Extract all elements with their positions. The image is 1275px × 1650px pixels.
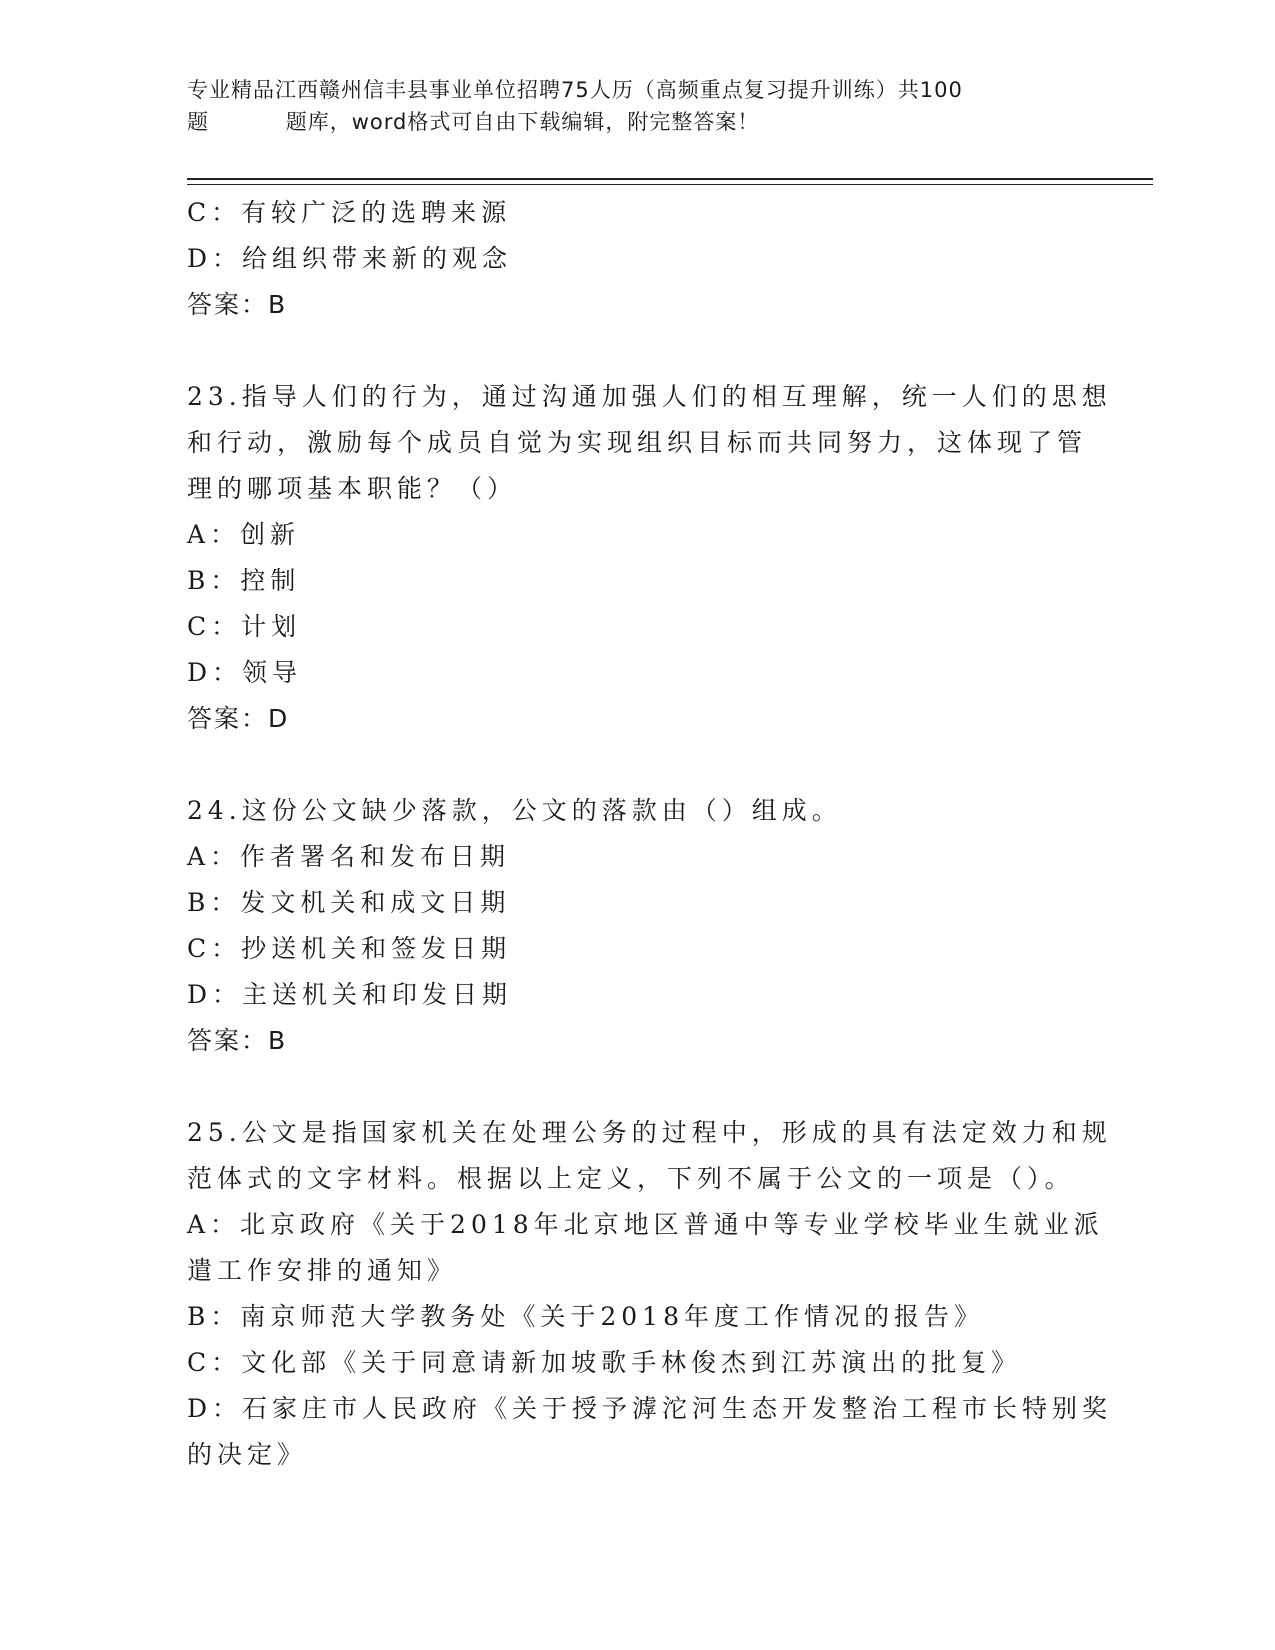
option-c: C：计划 bbox=[187, 612, 302, 641]
option-d: D：石家庄市人民政府《关于授予滹沱河生态开发整治工程市长特别奖 bbox=[187, 1394, 1113, 1423]
spacer bbox=[187, 1064, 1087, 1110]
header-rule-thick bbox=[187, 178, 1153, 180]
option-a-continued: 遣工作安排的通知》 bbox=[187, 1256, 458, 1285]
spacer bbox=[187, 742, 1087, 788]
question-23-stem: 和行动，激励每个成员自觉为实现组织目标而共同努力，这体现了管 bbox=[187, 428, 1088, 457]
option-b: B：南京师范大学教务处《关于2018年度工作情况的报告》 bbox=[187, 1302, 984, 1331]
answer: 答案：B bbox=[187, 290, 288, 319]
question-25-stem: 25.公文是指国家机关在处理公务的过程中，形成的具有法定效力和规 bbox=[187, 1118, 1112, 1147]
option-d: D：给组织带来新的观念 bbox=[187, 244, 513, 273]
answer: 答案：B bbox=[187, 1026, 288, 1055]
option-c: C：文化部《关于同意请新加坡歌手林俊杰到江苏演出的批复》 bbox=[187, 1348, 1022, 1377]
option-c: C：抄送机关和签发日期 bbox=[187, 934, 512, 963]
option-b: B：发文机关和成文日期 bbox=[187, 888, 511, 917]
question-23-stem: 理的哪项基本职能？（） bbox=[187, 474, 518, 503]
header-line-1: 专业精品江西赣州信丰县事业单位招聘75人历（高频重点复习提升训练）共100 bbox=[187, 78, 963, 102]
question-24-stem: 24.这份公文缺少落款，公文的落款由（）组成。 bbox=[187, 796, 842, 825]
answer: 答案：D bbox=[187, 704, 290, 733]
document-header bbox=[187, 74, 1067, 138]
option-a: A：作者署名和发布日期 bbox=[187, 842, 511, 871]
header-rule-thin bbox=[187, 184, 1153, 185]
option-b: B：控制 bbox=[187, 566, 301, 595]
option-d: D：领导 bbox=[187, 658, 303, 687]
option-d: D：主送机关和印发日期 bbox=[187, 980, 513, 1009]
header-line-2: 题 题库，word格式可自由下载编辑，附完整答案！ bbox=[187, 110, 760, 134]
option-a: A：创新 bbox=[187, 520, 301, 549]
question-25-stem: 范体式的文字材料。根据以上定义，下列不属于公文的一项是（）。 bbox=[187, 1164, 1075, 1193]
spacer bbox=[187, 328, 1087, 374]
option-d-continued: 的决定》 bbox=[187, 1440, 308, 1469]
option-c: C：有较广泛的选聘来源 bbox=[187, 198, 512, 227]
option-a: A：北京政府《关于2018年北京地区普通中等专业学校毕业生就业派 bbox=[187, 1210, 1104, 1239]
question-content bbox=[187, 190, 1113, 1478]
question-23-stem: 23.指导人们的行为，通过沟通加强人们的相互理解，统一人们的思想 bbox=[187, 382, 1112, 411]
